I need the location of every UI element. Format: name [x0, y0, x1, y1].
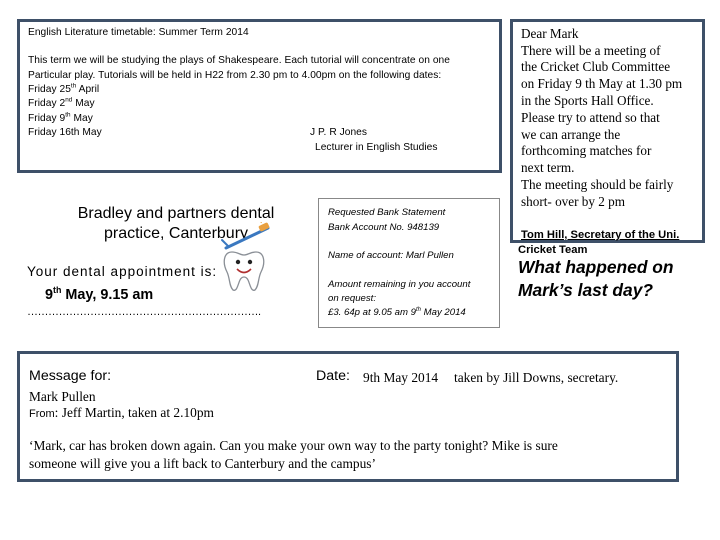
phone-message	[17, 351, 679, 482]
bank-amount-line-3: £3. 64p at 9.05 am 9th May 2014	[328, 306, 466, 318]
signature-title: Lecturer in English Studies	[315, 142, 438, 153]
bank-amount-line-2: on request:	[328, 293, 377, 304]
note-line: forthcoming matches for	[521, 143, 652, 158]
timetable-date: Friday 16th May	[28, 127, 102, 138]
note-line: we can arrange the	[521, 127, 621, 142]
note-signature: Tom Hill, Secretary of the Uni.	[521, 229, 680, 241]
note-line: Dear Mark	[521, 26, 579, 41]
note-line: The meeting should be fairly	[521, 177, 674, 192]
message-date-label: Date:	[316, 368, 350, 384]
note-line: There will be a meeting of	[521, 43, 661, 58]
question-line-1: What happened on	[518, 257, 674, 277]
cricket-club-note	[510, 19, 705, 243]
message-body-line-1: ‘Mark, car has broken down again. Can you make your own way to the party tonight? Mike is sure	[29, 438, 558, 453]
note-line: the Cricket Club Committee	[521, 59, 671, 74]
timetable-notice	[17, 19, 502, 173]
note-line: next term.	[521, 160, 575, 175]
note-line: in the Sports Hall Office.	[521, 93, 654, 108]
timetable-intro-line-1: This term we will be studying the plays of Shakespeare. Each tutorial will concentrate on one	[28, 55, 450, 66]
message-for-label: Message for:	[29, 368, 112, 384]
message-recipient: Mark Pullen	[29, 389, 96, 404]
note-line: on Friday 9 th May at 1.30 pm	[521, 76, 683, 91]
note-line: Please try to attend so that	[521, 110, 660, 125]
bank-account-name: Name of account: Marl Pullen	[328, 250, 454, 261]
note-line: short- over by 2 pm	[521, 194, 626, 209]
timetable-date: Friday 25th April	[28, 82, 100, 95]
dental-title-line-1: Bradley and partners dental	[77, 205, 275, 222]
tooth-icon	[218, 222, 274, 294]
appointment-label: Your dental appointment is:	[27, 264, 218, 279]
timetable-intro-line-2: Particular play. Tutorials will be held in H22 from 2.30 pm to 4.00pm on the following dates:	[28, 70, 442, 81]
appointment-time: 9th May, 9.15 am	[45, 285, 154, 303]
dotted-line: ………………………………………………………….	[27, 306, 261, 318]
bank-account-no: Bank Account No. 948139	[328, 222, 440, 233]
bank-amount-line-1: Amount remaining in you account	[328, 279, 471, 290]
message-date-value: 9th May 2014	[363, 370, 439, 385]
timetable-date: Friday 9th May	[28, 111, 93, 124]
timetable-date: Friday 2nd May	[28, 96, 95, 109]
dental-title-line-2: practice, Canterbury	[103, 225, 249, 242]
timetable-heading: English Literature timetable: Summer Term 2014	[28, 27, 249, 38]
question-line-2: Mark’s last day?	[518, 280, 654, 300]
message-body-line-2: someone will give you a lift back to Canterbury and the campus’	[29, 456, 376, 471]
message-taken-by: taken by Jill Downs, secretary.	[454, 370, 619, 385]
signature-name: J P. R Jones	[310, 127, 368, 138]
bank-statement	[318, 198, 500, 328]
bank-title: Requested Bank Statement	[328, 207, 446, 218]
note-signature-team: Cricket Team	[518, 244, 588, 256]
message-from: From: Jeff Martin, taken at 2.10pm	[29, 405, 214, 420]
